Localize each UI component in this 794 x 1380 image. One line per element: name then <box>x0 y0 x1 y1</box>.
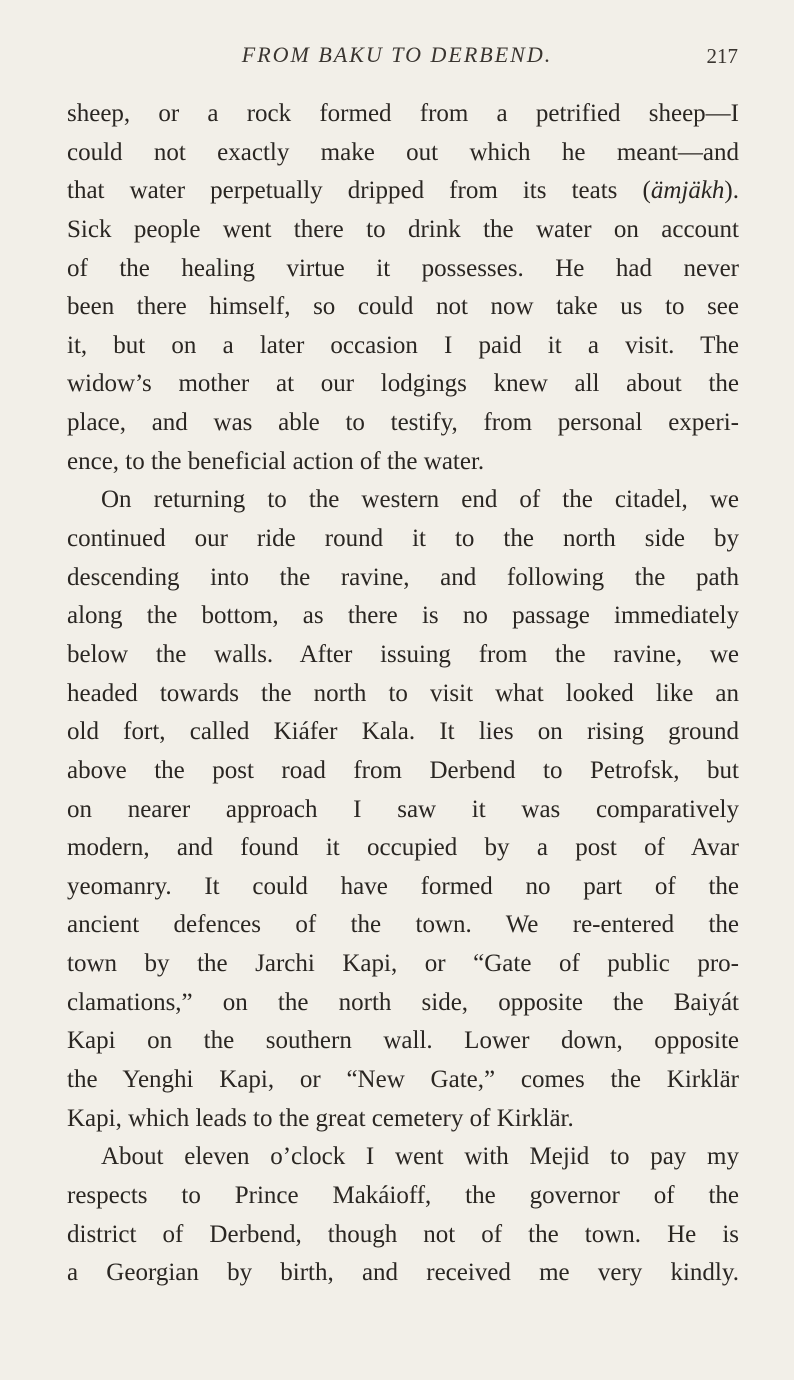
italic-term: ämjäkh <box>650 177 725 205</box>
text-line: ence, to the beneficial action of the water. <box>67 447 485 475</box>
text-line: ancient defences of the town. We re-entered the <box>67 911 739 939</box>
text-line: on nearer approach I saw it was comparatively <box>67 795 739 823</box>
page-number: 217 <box>706 44 738 68</box>
running-head <box>0 42 794 78</box>
text-line: sheep, or a rock formed from a petrified sheep—I <box>67 100 739 127</box>
text-line: along the bottom, as there is no passage immediately <box>67 602 739 630</box>
text-line: it, but on a later occasion I paid it a visit. The <box>67 331 739 359</box>
text-line: place, and was able to testify, from personal experi- <box>67 409 739 437</box>
running-title: FROM BAKU TO DERBEND. <box>241 42 553 67</box>
text-line: headed towards the north to visit what looked like an <box>67 679 739 707</box>
text-line: below the walls. After issuing from the ravine, we <box>67 640 739 668</box>
text-line: a Georgian by birth, and received me very kindly. <box>67 1259 739 1287</box>
text-line: Sick people went there to drink the water on account <box>67 215 739 243</box>
text-line: continued our ride round it to the north side by <box>67 525 739 553</box>
text-line: town by the Jarchi Kapi, or “Gate of public pro- <box>67 950 739 978</box>
body-text <box>67 95 739 1293</box>
text-line: of the healing virtue it possesses. He had never <box>67 254 739 282</box>
text-line: yeomanry. It could have formed no part of the <box>67 872 739 900</box>
text-line: above the post road from Derbend to Petrofsk, but <box>67 756 739 784</box>
text-line: old fort, called Kiáfer Kala. It lies on rising ground <box>67 718 739 746</box>
text-line: modern, and found it occupied by a post of Avar <box>67 834 739 862</box>
text-line: could not exactly make out which he meant—and <box>67 138 739 166</box>
text-line: district of Derbend, though not of the town. He is <box>67 1220 739 1248</box>
text-line: Kapi, which leads to the great cemetery of Kirklär. <box>67 1104 574 1132</box>
text-line: that water perpetually dripped from its teats (ämjäkh). <box>67 177 739 205</box>
text-line: respects to Prince Makáioff, the governor of the <box>67 1181 739 1209</box>
text-line: widow’s mother at our lodgings knew all about the <box>67 370 739 398</box>
text-line: the Yenghi Kapi, or “New Gate,” comes the Kirklär <box>67 1066 739 1094</box>
text-line: clamations,” on the north side, opposite the Baiyát <box>67 988 739 1016</box>
text-line: About eleven o’clock I went with Mejid to pay my <box>101 1143 739 1171</box>
text-line: Kapi on the southern wall. Lower down, opposite <box>67 1027 739 1055</box>
text-line: been there himself, so could not now take us to see <box>67 293 739 321</box>
text-line: descending into the ravine, and following the path <box>67 563 739 591</box>
text-line: On returning to the western end of the citadel, we <box>101 486 739 514</box>
